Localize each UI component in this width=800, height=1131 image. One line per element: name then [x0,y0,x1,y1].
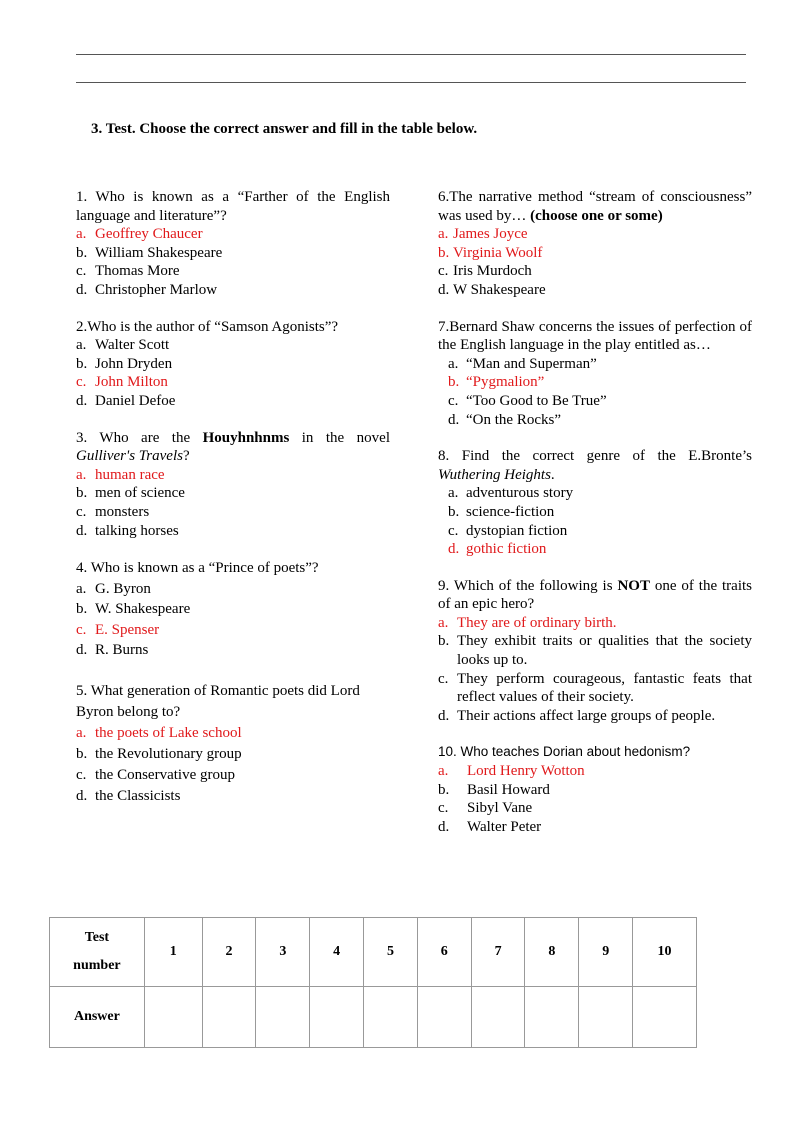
answer-cell-4[interactable] [310,987,364,1048]
question-5 [76,681,390,807]
option-b[interactable]: b. Basil Howard [438,781,550,798]
test-number-cell: 3 [256,918,310,987]
answer-cell-6[interactable] [417,987,471,1048]
option-a[interactable]: a. “Man and Superman” [448,355,597,372]
option-c[interactable]: c. They perform courageous, fantastic feats that reflect values of their society. [438,670,752,706]
question-text: 3. Who are the Houyhnhnms in the novel Gulliver's Travels? [76,429,390,465]
option-a[interactable]: a. Walter Scott [76,337,170,354]
option-c[interactable]: c. E. Spenser [76,621,160,638]
test-number-cell: 5 [364,918,418,987]
question-2 [76,318,390,411]
test-number-cell: 8 [525,918,579,987]
answer-cell-3[interactable] [256,987,310,1048]
option-d[interactable]: d. Their actions affect large groups of people. [438,707,716,724]
option-a[interactable]: a. James Joyce [438,226,528,243]
test-number-row [50,918,697,987]
test-number-cell: 1 [144,918,202,987]
option-c[interactable]: c. monsters [76,503,150,520]
answer-row [50,987,697,1048]
test-number-label: Test number [50,918,145,987]
questions-left-column [76,188,390,825]
option-a[interactable]: a. the poets of Lake school [76,724,242,741]
test-number-cell: 10 [633,918,697,987]
option-d[interactable]: d. Christopher Marlow [76,281,218,298]
question-text: 2.Who is the author of “Samson Agonists”? [76,318,339,335]
answer-line-2 [76,82,746,83]
question-6 [438,188,752,300]
option-b[interactable]: b. William Shakespeare [76,244,223,261]
option-d[interactable]: d. talking horses [76,522,179,539]
test-number-cell: 6 [417,918,471,987]
option-d[interactable]: d. the Classicists [76,787,181,804]
answer-cell-2[interactable] [202,987,256,1048]
option-a[interactable]: a. G. Byron [76,580,151,597]
option-d[interactable]: d. W Shakespeare [438,281,546,298]
option-a[interactable]: a. They are of ordinary birth. [438,614,617,631]
test-number-cell: 2 [202,918,256,987]
question-9 [438,577,752,726]
question-text: 5. What generation of Romantic poets did Lord Byron belong to? [76,682,360,720]
option-c[interactable]: c. Thomas More [76,263,180,280]
question-text: 8. Find the correct genre of the E.Bronte’s Wuthering Heights. [438,448,752,483]
option-b[interactable]: b. They exhibit traits or qualities that the society looks up to. [438,633,752,669]
option-a[interactable]: a. Lord Henry Wotton [438,763,585,780]
answer-cell-10[interactable] [633,987,697,1048]
question-8 [438,447,752,559]
question-1 [76,188,390,300]
question-7 [438,318,752,430]
option-c[interactable]: c. the Conservative group [76,766,235,783]
section-heading: 3. Test. Choose the correct answer and fill in the table below. [91,121,478,137]
answer-cell-9[interactable] [579,987,633,1048]
answer-table [49,917,697,1048]
option-b[interactable]: b. science-fiction [448,503,555,520]
option-b[interactable]: b. the Revolutionary group [76,745,242,762]
question-text: 6.The narrative method “stream of consciousness” was used by… (choose one or some) [438,189,752,224]
option-c[interactable]: c. “Too Good to Be True” [448,392,607,409]
question-text: 1. Who is known as a “Farther of the English language and literature”? [76,189,390,224]
option-b[interactable]: b. “Pygmalion” [448,374,545,391]
question-text: 9. Which of the following is NOT one of the traits of an epic hero? [438,577,752,613]
question-text: 4. Who is known as a “Prince of poets”? [76,560,319,577]
option-c[interactable]: c. Sibyl Vane [438,800,533,817]
option-b[interactable]: b. men of science [76,485,185,502]
test-number-cell: 7 [471,918,525,987]
answer-line-1 [76,54,746,55]
option-a[interactable]: a. Geoffrey Chaucer [76,226,203,243]
option-b[interactable]: b. John Dryden [76,355,173,372]
option-b[interactable]: b. Virginia Woolf [438,244,543,261]
option-d[interactable]: d. R. Burns [76,642,149,659]
test-number-cell: 9 [579,918,633,987]
answer-label: Answer [50,987,145,1048]
option-d[interactable]: d. Daniel Defoe [76,392,176,409]
option-d[interactable]: d. Walter Peter [438,818,542,835]
option-c[interactable]: c. dystopian fiction [448,522,568,539]
answer-cell-8[interactable] [525,987,579,1048]
option-d[interactable]: d. “On the Rocks” [448,411,561,428]
questions-right-column [438,188,752,854]
option-a[interactable]: a. adventurous story [448,485,574,502]
question-10 [438,743,752,836]
option-c[interactable]: c. Iris Murdoch [438,263,532,280]
question-text: 7.Bernard Shaw concerns the issues of perfection of the English language in the play entitled as… [438,318,752,354]
answer-cell-7[interactable] [471,987,525,1048]
option-b[interactable]: b. W. Shakespeare [76,601,191,618]
question-4 [76,558,390,661]
option-d[interactable]: d. gothic fiction [448,541,547,558]
option-c[interactable]: c. John Milton [76,374,168,391]
question-text: 10. Who teaches Dorian about hedonism? [438,744,691,760]
option-a[interactable]: a. human race [76,466,165,483]
test-number-cell: 4 [310,918,364,987]
answer-cell-5[interactable] [364,987,418,1048]
question-3 [76,429,390,541]
answer-cell-1[interactable] [144,987,202,1048]
